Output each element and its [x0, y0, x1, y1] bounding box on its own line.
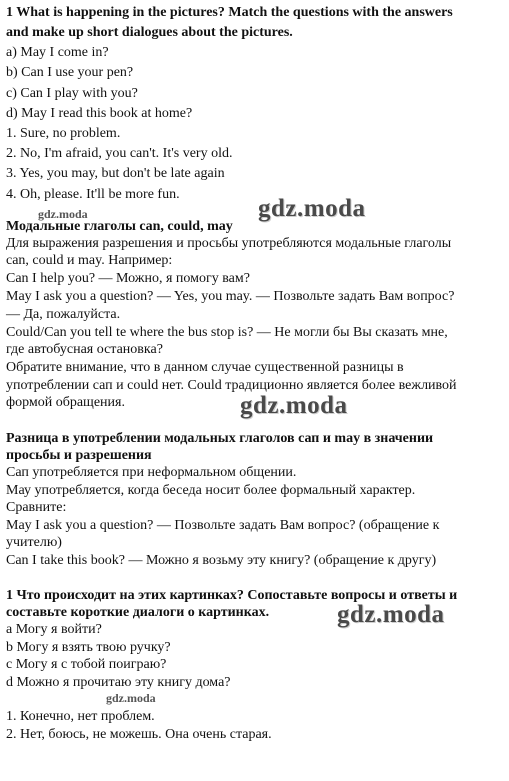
translation-answer-1: 1. Конечно, нет проблем. [6, 709, 155, 724]
example-line: где автобусная остановка? [6, 342, 163, 357]
answer-1: 1. Sure, no problem. [6, 126, 121, 141]
answer-4: 4. Oh, please. It'll be more fun. [6, 187, 180, 202]
watermark-logo: gdz.moda [337, 601, 445, 628]
paragraph-line: Сравните: [6, 500, 67, 515]
example-line: May I ask you a question? — Yes, you may. — Позвольте задать Вам вопрос? [6, 289, 455, 304]
answer-3: 3. Yes, you may, but don't be late again [6, 166, 225, 181]
exercise-1-heading-line-1: 1 What is happening in the pictures? Match the questions with the answers [6, 5, 453, 20]
translation-question-c: с Могу я с тобой поиграю? [6, 657, 167, 672]
example-line: — Да, пожалуйста. [6, 307, 121, 322]
paragraph-line: Для выражения разрешения и просьбы употребляются модальные глаголы [6, 236, 452, 251]
watermark-logo: gdz.moda [258, 195, 366, 222]
paragraph-line: Мау употребляется, когда беседа носит более формальный характер. [6, 483, 416, 498]
example-line: Can I help you? — Можно, я помогу вам? [6, 271, 250, 286]
question-d: d) May I read this book at home? [6, 106, 193, 121]
watermark-small: gdz.moda [38, 207, 88, 221]
translation-question-b: b Могу я взять твою ручку? [6, 640, 171, 655]
paragraph-line: формой обращения. [6, 395, 125, 410]
paragraph-line: Обратите внимание, что в данном случае существенной разницы в [6, 360, 404, 375]
example-line: Can I take this book? — Можно я возьму эту книгу? (обращение к другу) [6, 553, 437, 568]
question-c: c) Can I play with you? [6, 86, 138, 101]
answer-2: 2. No, I'm afraid, you can't. It's very old. [6, 146, 233, 161]
translation-question-d: d Можно я прочитаю эту книгу дома? [6, 675, 231, 690]
question-a: a) May I come in? [6, 45, 109, 60]
example-line: May I ask you a question? — Позвольте задать Вам вопрос? (обращение к [6, 518, 440, 533]
section-heading-difference-line-2: просьбы и разрешения [6, 448, 152, 463]
section-heading-modal-verbs: Модальные глаголы can, could, may [6, 219, 233, 234]
watermark-small: gdz.moda [106, 691, 156, 705]
section-heading-difference: Разница в употреблении модальных глаголов сап и may в значении [6, 431, 434, 446]
paragraph-line: Сап употребляется при неформальном общении. [6, 465, 297, 480]
paragraph-line: употреблении сап и could нет. Could традиционно является более вежливой [6, 378, 457, 393]
example-line: учителю) [6, 535, 62, 550]
translation-heading-line-2: составьте короткие диалоги о картинках. [6, 605, 270, 620]
question-b: b) Can I use your pen? [6, 65, 134, 80]
translation-question-a: а Могу я войти? [6, 622, 102, 637]
watermark-logo: gdz.moda [240, 392, 348, 419]
paragraph-line: can, could и may. Например: [6, 253, 173, 268]
translation-answer-2: 2. Нет, боюсь, не можешь. Она очень старая. [6, 727, 272, 742]
translation-heading-line-1: 1 Что происходит на этих картинках? Сопоставьте вопросы и ответы и [6, 588, 458, 603]
exercise-1-heading-line-2: and make up short dialogues about the pictures. [6, 25, 293, 40]
example-line: Could/Can you tell te where the bus stop is? — Не могли бы Вы сказать мне, [6, 325, 448, 340]
